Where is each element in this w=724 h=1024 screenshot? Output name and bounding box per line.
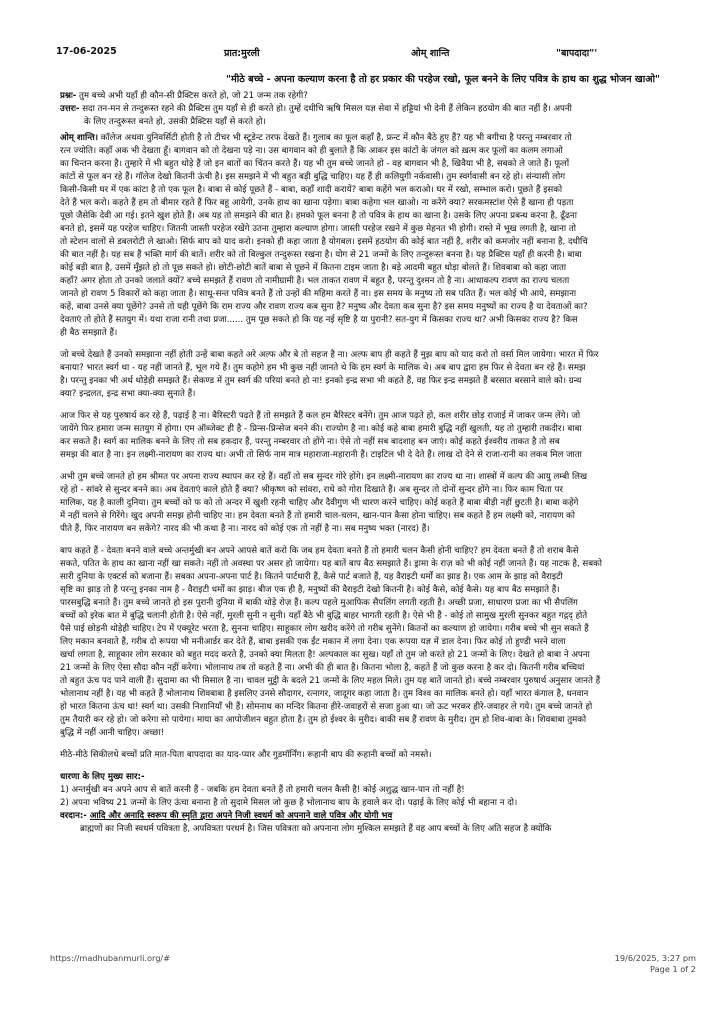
line-text: 21 जन्मों के लिए ऐसा सौदा कौन नहीं करेगा। भोलानाथ तब तो कहते हैं ना। अभी की ही बात है। कितना भोला है, कहते हैं जो कुछ करना है कर दो। कितनी गरीब बच्चियां <box>60 663 585 673</box>
dharna-item: 2) अपना भविष्य 21 जन्मों के लिए ऊंचा बनाना है तो सुदामे मिसल जो कुछ है भोलानाथ बाप के हवाले कर दो। पढ़ाई के लिए कोई भी बहाना न दो। <box>60 798 518 808</box>
line-text: खर्चा लगता है, साहूकार लोग सरकार को बहुत मदद करते हैं, उनको क्या मिलता है! अल्पकाल का सुख। यहाँ तो तुम जो करते हो 21 जन्मों के लिए। देखते हो बाबा ने अपना <box>60 650 590 660</box>
question-row <box>60 90 720 103</box>
line-text: बुद्धि में नहीं आनी चाहिए। अच्छा! <box>60 728 165 738</box>
paragraph-line <box>60 423 720 436</box>
line-text: बनते हो, इसमें यह परहेज चाहिए। जितनी जास्ती परहेज रखेंगे उतना तुम्हारा कल्याण होगा। जास्ती परहेज रखने में कुछ मेहनत भी होगी। रास्ते में भूख लगती है, खाना तो <box>60 224 576 234</box>
vardaan-label: वरदान:- <box>60 811 87 821</box>
line-text: में नहीं चलने से गिरेंगे। खुद अपनी समझ होनी चाहिए ना। हम देवता बनते हैं तो हमारी चाल-चलन, खान-पान कैसा होना चाहिए। सब कहते हैं हम लक्ष्मी को, नारायण को <box>60 511 575 521</box>
paragraph-line <box>60 484 720 497</box>
question-text: तुम बच्चे अभी यहाँ ही कौन-सी प्रैक्टिस करते हो, जो 21 जन्म तक रहेगी? <box>79 91 308 101</box>
line-text: किसी-किसी घर में एक कांटा है तो एक फूल है। बाबा से कोई पूछते हैं - बाबा, कहाँ शादी करायें? बाबा कहेंगे भल कराओ। घर में रखो, सम्भाल करो। पूछते हैं इसको <box>60 185 563 195</box>
line-text: लिए मकान बनवाते हैं, गरीब दो रूपया भी मनीआर्डर कर देते हैं, बाबा इसकी एक ईंट मकान में लगा देना। एक रूपया यज्ञ में डाल देना। फिर कोई तो हुण्डी भरने वाला <box>60 637 566 647</box>
vardaan-title: आदि और अनादि स्वरूप की स्मृति द्वारा अपने निजी स्वधर्म को अपनाने वाले पवित्र और योगी भव <box>89 811 393 821</box>
paragraph-line <box>60 275 720 288</box>
line-text: पारसबुद्धि बनाते हैं। तुम बच्चे जानते हो इस पुरानी दुनिया में बाकी थोड़े रोज़ हैं। कल्प पहले मुआफिक सैपलिंग लगती रहती है। अच्छी प्रजा, साधारण प्रजा का भी सैपलिंग <box>60 598 578 608</box>
line-text: कांटों से फूल बन रहे हैं। गॉलेज देखो कितनी ऊंची है। इस समझने में भी बहुत बड़ी बुद्धि चाहिए। यह हैं ही कलियुगी नर्कवासी। तुम स्वर्गवासी बन रहे हो। संन्यासी लोग <box>60 172 566 182</box>
paragraph-line <box>60 623 720 636</box>
line-text: जो बच्चे देखते हैं उनको समझाना नहीं होती उन्हें बाबा कहते अरे अल्फ और बे तो सहज है ना। अल्फ बाप ही कहते हैं मुझ बाप को याद करो तो वर्सा मिल जायेगा। भारत में फिर <box>60 350 599 360</box>
paragraph-line <box>60 558 720 571</box>
paragraph-line <box>60 701 720 714</box>
line-text: भोलानाथ नहीं है। यह भी कहते हैं भोलानाथ शिवबाबा है इसलिए उनसे सौदागर, रत्नागर, जादूगर कहा जाता है। तुम विश्व का मालिक बनते हो। यहाँ भारत कंगाल है, धनवान <box>60 689 589 699</box>
line-text: मालिक, यह है काली दुनिया। तुम बच्चों को फ को तो अन्दर में खुशी रहनी चाहिए और दैवीगुण भी धारण करने चाहिए। कोई कहते हैं बाबा बीड़ी नहीं छुटती है। बाबा कहेंगे <box>60 498 579 508</box>
paragraph-line <box>60 349 720 362</box>
line-text: कहें, बाबा उनसे क्या पूछेंगे? उनसे तो यही पूछेंगे कि राम राज्य और रावण राज्य कब सुना है? मनुष्य और देवता कब सुना है? इस समय मनुष्यों का राज्य है या देवताओं का? <box>60 302 588 312</box>
paragraph-line <box>60 210 720 223</box>
line-text: तुम तैयारी कर रहे हो। जो करेगा सो पायेगा। माया का आपोजीशन बहुत होता है। तुम हो ईश्वर के मुरीद। बाकी सब हैं रावण के मुरीद। तुम हो शिव-बाबा के। शिवबाबा तुमको <box>60 715 587 725</box>
line-text: क्या? इन्द्रलत, इन्द्र सभा क्या-क्या सुनाते हैं। <box>60 389 196 399</box>
murli-header <box>56 46 704 60</box>
line-text: बनाया? भारत स्वर्ग था - यह नहीं जानते हैं, भूल गये हैं। तुम कहोगे हम भी कुछ नहीं जानते थे कि हम स्वर्ग के मालिक थे। अब बाप द्वारा हम फिर से देवता बन रहे हैं। समझ <box>60 363 586 373</box>
date: 17-06-2025 <box>56 46 117 57</box>
paragraph-line <box>60 362 720 375</box>
paragraph-line <box>60 497 720 510</box>
paragraph-line <box>60 436 720 449</box>
murli-paragraph <box>60 749 720 762</box>
line-text: पीते हैं, फिर नारायण बन सकेंगे? नारद की भी कथा है ना। नारद को कोई एक तो नहीं है ना। सब मनुष्य भक्त (नारद) हैं। <box>60 524 430 534</box>
print-timestamp: 19/6/2025, 3:27 pm <box>614 953 696 963</box>
paragraph-line <box>60 649 720 662</box>
question-label: प्रश्नः- <box>60 91 77 101</box>
footer-meta <box>615 953 696 975</box>
paragraph-line <box>60 597 720 610</box>
paragraph-line <box>60 410 720 423</box>
paragraph-line <box>60 197 720 210</box>
paragraph-line <box>60 375 720 388</box>
line-text: सृष्टि का झाड़ तो है परन्तु इनका नाम है - वैराइटी धर्मों का झाड़। बीज एक ही है, मनुष्यों की वैराइटी देखो कितनी है। कोई कैसे, कोई कैसे। यह बाप बैठ समझाते हैं। <box>60 585 560 595</box>
question-answer-block <box>60 90 720 129</box>
paragraph-line <box>60 749 720 762</box>
paragraph-line <box>60 158 720 171</box>
paragraph-line <box>60 184 720 197</box>
line-text: ही बैठ समझाते हैं। <box>60 328 118 338</box>
line-text: देते हैं भल करो। कहते हैं हम तो बीमार रहते हैं फिर बहू आयेगी, उनके हाथ का खाना पड़ेगा। बाबा कहेगा भल खाओ। ना करेंगे क्या? सरकमस्टांश ऐसे हैं खाना ही पड़ता <box>60 198 574 208</box>
dharna-heading: धारणा के लिए मुख्य सार:- <box>60 772 145 782</box>
line-text: मीठे-मीठे सिकीलधे बच्चों प्रति मात-पिता बापदादा का याद-प्यार और गुडमॉर्निंग। रूहानी बाप की रूहानी बच्चों को नमस्ते। <box>60 750 432 760</box>
paragraph-line <box>60 449 720 462</box>
paragraph-line <box>60 132 720 145</box>
line-text: देवताएं तो होते हैं सतयुग में। यथा राजा रानी तथा प्रजा...... तुम पूछ सकते हो कि यह नई सृष्टि है या पुरानी? सत-युग में किसका राज्य था? अभी किसका राज्य है? किस <box>60 315 578 325</box>
paragraph-line <box>60 388 720 401</box>
paragraph-line <box>60 714 720 727</box>
paragraph-line <box>60 545 720 558</box>
vardaan-text: ब्राह्मणों का निजी स्वधर्म पवित्रता है, अपवित्रता परधर्म है। जिस पवित्रता को अपनाना लोग मुश्किल समझते हैं वह आप बच्चों के लिए अति सहज है क्योंकि <box>80 824 552 834</box>
line-text: है। परन्तु इनका भी अर्थ थोड़ेही समझते हैं। सेकण्ड में तुम स्वर्ग की परियां बनते हो ना! इनको इन्द्र सभा भी कहते हैं, वह फिर इन्द्र समझते हैं बरसात बरसाने वाले को। ग्रन्थ <box>60 376 582 386</box>
paragraph-line <box>60 171 720 184</box>
paragraph-line <box>60 314 720 327</box>
line-text: बच्चों को इरेक बात में बुद्धि चलानी होती है। ऐसे नहीं, मुरली सुनी न सुनी। यहाँ बैठे भी बुद्धि बाहर भागती रहती है। ऐसे भी हैं - कोई तो सामुख मुरली सुनकर बहुत गद्गद् होते <box>60 611 588 621</box>
murli-body <box>60 132 720 836</box>
line-text: रहे हो - सांवरे से सुन्दर बनने का। अब देवताएं काले होते हैं क्या? श्रीकृष्ण को सांवरा, राधे को गोरा दिखाते हैं। अब सुन्दर तो दोनों सुन्दर होंगे ना। फिर काम चिता पर <box>60 485 563 495</box>
vardaan-row <box>60 810 720 823</box>
paragraph-line <box>60 636 720 649</box>
paragraph-line <box>60 301 720 314</box>
paragraph-line <box>60 662 720 675</box>
paragraph-lead: ओम् शान्ति। <box>60 133 99 143</box>
paragraph-line <box>60 288 720 301</box>
murli-paragraph <box>60 545 720 740</box>
line-text: बाप कहते हैं - देवता बनने वाले बच्चे अन्तर्मुखी बन अपने आपसे बातें करो कि जब हम देवता बनते हैं तो हमारी चलन कैसी होनी चाहिए? हम देवता बनते हैं तो शराब कैसे <box>60 546 579 556</box>
line-text: जानते हो रावण 5 विकारों को कहा जाता है। साधू-सन्त पवित्र बनते हैं तो उन्हों की महिमा करते हैं ना। इस समय के मनुष्य तो सब पतित हैं। भल कोई भी आये, समझाना <box>60 289 577 299</box>
paragraph-line <box>60 584 720 597</box>
slogan: "मीठे बच्चे - अपना कल्याण करना है तो हर प्रकार की परहेज रखो, फूल बनने के लिए पवित्र के हाथ का शुद्ध भोजन खाओ" <box>226 74 661 85</box>
murli-paragraph <box>60 132 720 340</box>
line-text: रत्न ज्योति। कहाँ अक भी देखता हूँ। बागवान को तो देखना पड़े ना। उस बागवान को ही बुलाते हैं कि आकर इस कांटों के जंगल को ख़त्म कर फूलों का कलम लगाओ <box>60 146 563 156</box>
page-number: Page 1 of 2 <box>650 964 696 974</box>
line-text: अभी तुम बच्चे जानते हो हम श्रीमत पर अपना राज्य स्थापन कर रहे हैं। वहाँ तो सब सुन्दर गोरे होंगे। इन लक्ष्मी-नारायण का राज्य था ना। शास्त्रों में कल्प की आयु लम्बी लिख <box>60 472 588 482</box>
line-text: सकते, पतित के हाथ का खाना नहीं खा सकते। नहीं तो अवस्था पर असर हो जायेगा। यह बातें बाप बैठ समझाते हैं। ड्रामा के राज़ को भी कोई नहीं जानते हैं। यह नाटक है, सबको <box>60 559 602 569</box>
paragraph-line <box>60 249 720 262</box>
murli-paragraph <box>60 410 720 462</box>
line-text: आज फिर से यह पुरुषार्थ कर रहे हैं, पढ़ाई है ना। बैरिस्टरी पढ़ते हैं तो समझते हैं कल हम बैरिस्टर बनेंगे। तुम आज पढ़ते हो, कल शरीर छोड़ राजाई में जाकर जन्म लेंगे। जो <box>60 411 581 421</box>
line-text: समझ की बात है ना। इन लक्ष्मी-नारायण का राज्य था। अभी तो सिर्फ नाम मात्र महाराजा-महारानी हैं। टाइटिल भी दे देते हैं। लाख दो देने से राजा-रानी का लकब मिल जाता <box>60 450 582 460</box>
line-text: तो बहुत ऊंच पद पाने वाली हैं। सुदामा का भी मिसाल है ना। चावल मुट्ठी के बदले 21 जन्मों के लिए महल मिले। तुम यह बातें जानते हो। बच्चे नम्बरवार पुरुषार्थ अनुसार जानते हैं <box>60 676 601 686</box>
line-text: कॉलेज अथवा युनिवर्सिटी होती है तो टीचर भी स्टूडेन्ट तरफ देखते हैं। गुलाब का फूल कहाँ है, फ्रन्ट में कौन बैठे हुए हैं? यह भी बगीचा है परन्तु नम्बरवार तो <box>98 133 572 143</box>
paragraph-line <box>60 571 720 584</box>
paragraph-line <box>60 236 720 249</box>
answer-line: के लिए तन्दुरूस्त बनते हो, उसकी प्रैक्टिस यहाँ से करते हो। <box>84 117 266 127</box>
line-text: कर सकते हैं। स्वर्ग का मालिक बनने के लिए तो सब हकदार हैं, परन्तु नम्बरवार तो होंगे ना। ऐसे तो नहीं सब बादशाह बन जाएं। कोई कहते ईश्वरीय ताकत है तो सब <box>60 437 560 447</box>
line-text: हो भारत कितना ऊंच था! स्वर्ग था। उसकी निशानियाँ भी हैं। सोमनाथ का मन्दिर कितना हीरे-जवाहरों से सजा हुआ था। जो ऊट भरकर हीरे-जवाहर ले गये। तुम बच्चे जानते हो <box>60 702 593 712</box>
paragraph-line <box>60 471 720 484</box>
murli-paragraph <box>60 349 720 401</box>
line-text: कोई बड़ी बात है, उसमें मूँझते हो तो पूछ सकते हो। छोटी-छोटी बातें बाबा से पूछने में कितना टाइम जाता है। बड़े आदमी बहुत थोड़ा बोलते हैं। शिवबाबा को कहा जाता <box>60 263 567 273</box>
line-text: तो स्टेशन वालों से डबलरोटी ले खाओ। सिर्फ बाप को याद करो। इनको ही कहा जाता है योगबल। इसमें हठयोग की कोई बात नहीं है, शरीर को कमजोर नहीं बनाना है, दधीचि <box>60 237 588 247</box>
answer-label: उत्तरः- <box>60 104 80 114</box>
paragraph-line <box>60 610 720 623</box>
line-text: की बात नहीं है। यह सब हैं भक्ति मार्ग की बातें। शरीर को तो बिल्कुल तन्दुरूस्त रखना है। योग से 21 जन्मों के लिए तन्दुरूस्त बनना है। यह प्रैक्टिस यहाँ ही करनी है। बाबा <box>60 250 582 260</box>
paragraph-line <box>60 675 720 688</box>
line-text: कहाँ? अगर होता तो उनको जलाते क्यों? बच्चे समझते हैं रावण तो नामीग्रामी है। भल ताकत रावण में बहुत है, परन्तु दुश्मन तो है ना। आधाकल्प रावण का राज्य चलता <box>60 276 570 286</box>
dharna-item: 1) अन्तर्मुखी बन अपने आप से बातें करनी हैं - जबकि हम देवता बनते हैं तो हमारी चलन कैसी है! कोई अशुद्ध खान-पान तो नहीं है! <box>60 785 465 795</box>
paragraph-line <box>60 510 720 523</box>
om-shanti-title: ओम् शान्ति <box>411 48 450 59</box>
answer-line: सदा तन-मन से तन्दुरूस्त रहने की प्रैक्टिस तुम यहाँ से ही करते हो। तुम्हें दधीचि ऋषि मिसल यज्ञ सेवा में हड्डियां भी देनी हैं लेकिन हठयोग की बात नहीं है। अपनी <box>82 104 572 114</box>
line-text: पैसे पाई छोड़नी थोड़ेही चाहिए। टेप में एक्यूरेट भरता है, सुनना चाहिए। साहूकार लोग खरीद करेंगे तो गरीब सुनेंगे। कितनों का कल्याण हो जायेगा। गरीब बच्चे भी सुन सकते हैं <box>60 624 589 634</box>
source-url[interactable]: https://madhubanmurli.org/# <box>50 953 171 963</box>
paragraph-line <box>60 688 720 701</box>
line-text: जायेंगे फिर हमारा जन्म सतयुग में होगा। एम ऑब्जेक्ट ही है - प्रिन्स-प्रिन्सेज बनने की। राज्योग है ना। कोई कहे बाबा हमारी बुद्धि नहीं खुलती, यह तो तुम्हारी तकदीर। बाबा <box>60 424 582 434</box>
line-text: पूछो जैसेकि देवी आ गई। इतने खुश होते हैं। अब यह तो समझने की बात है। हमको फूल बनना है तो पवित्र के हाथ का खाना है। उसके लिए अपना प्रबन्ध करना है, ढूँढना <box>60 211 577 221</box>
paragraph-line <box>60 223 720 236</box>
murli-paragraph <box>60 471 720 536</box>
paragraph-line <box>60 262 720 275</box>
time-of-day: प्रात:मुरली <box>224 48 260 59</box>
paragraph-line <box>60 327 720 340</box>
line-text: का चिन्तन करना है। तुम्हारे में भी बहुत थोड़े हैं जो इन बातों का चिंतन करते हैं। यह भी तुम बच्चे जानते हो - वह बागवान भी है, खिवैया भी है, सबको ले जाते हैं। फूलों <box>60 159 570 169</box>
answer-row <box>60 103 720 116</box>
bapdada-label: "बापदादा"' <box>556 48 598 59</box>
paragraph-line <box>60 523 720 536</box>
paragraph-line <box>60 145 720 158</box>
paragraph-line <box>60 727 720 740</box>
line-text: सारी दुनिया के एक्टर्स को बजाना हैं। सबका अपना-अपना पार्ट है। कितने पार्टधारी हैं, कैसे पार्ट बजाते हैं, यह वैराइटी धर्मों का झाड़ है। एक आम के झाड़ को वैराइटी <box>60 572 563 582</box>
